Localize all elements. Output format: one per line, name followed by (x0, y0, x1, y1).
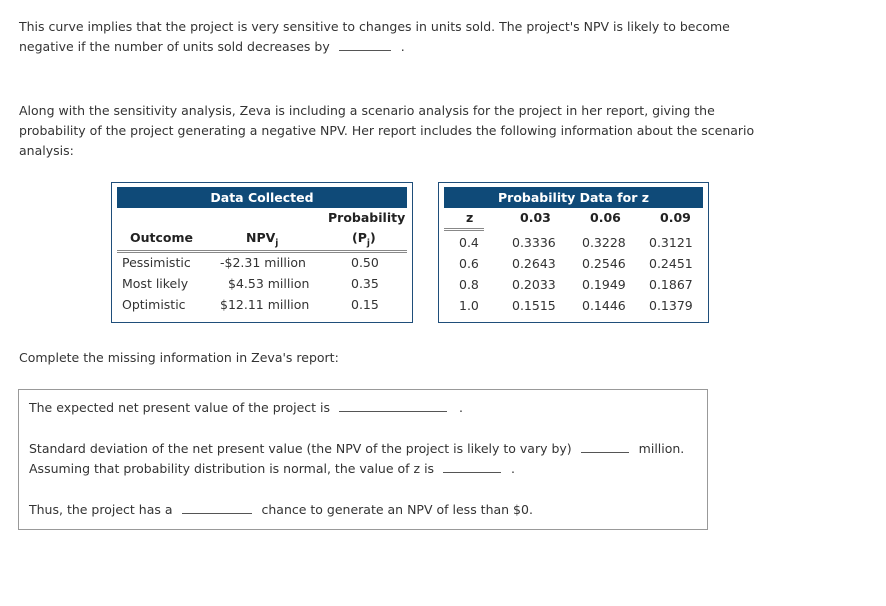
z-col-header-006: 0.06 (590, 210, 621, 225)
z-probability-cell: 0.2451 (649, 256, 693, 271)
chance-line (29, 500, 533, 520)
report-box (18, 389, 708, 530)
outcome-cell: Optimistic (122, 297, 186, 312)
z-row-value: 0.4 (459, 235, 479, 250)
z-value-line (29, 459, 515, 479)
z-row-value: 1.0 (459, 298, 479, 313)
units-decrease-input[interactable] (339, 38, 391, 51)
npv-cell: -$2.31 million (220, 255, 306, 270)
intro-line-2-text: negative if the number of units sold decreases by (19, 39, 330, 54)
scenario-paragraph (19, 101, 754, 161)
std-dev-label: Standard deviation of the net present value (the NPV of the project is likely to vary by) (29, 441, 572, 456)
z-probability-cell: 0.3121 (649, 235, 693, 250)
z-col-header-003: 0.03 (520, 210, 551, 225)
z-probability-cell: 0.1446 (582, 298, 626, 313)
outcome-cell: Most likely (122, 276, 189, 291)
z-probability-cell: 0.2546 (582, 256, 626, 271)
z-probability-cell: 0.3228 (582, 235, 626, 250)
npv-header-text: NPV (246, 230, 276, 245)
probability-cell: 0.15 (351, 297, 379, 312)
data-collected-title: Data Collected (117, 187, 407, 208)
z-col-header-009: 0.09 (660, 210, 691, 225)
intro-paragraph (19, 17, 730, 57)
scenario-line-3: analysis: (19, 143, 74, 158)
z-probability-cell: 0.1379 (649, 298, 693, 313)
probability-cell: 0.35 (351, 276, 379, 291)
z-value-period: . (511, 461, 516, 476)
intro-line-2 (19, 37, 730, 57)
npv-header: $NPV_j$ (246, 230, 279, 249)
std-dev-input[interactable] (581, 440, 629, 453)
expected-npv-period: . (459, 400, 463, 415)
z-probability-cell: 0.3336 (512, 235, 556, 250)
intro-line-1: This curve implies that the project is very sensitive to changes in units sold. The project's NPV is likely to become (19, 19, 730, 34)
z-table-title: Probability Data for z (444, 187, 703, 208)
chance-suffix: chance to generate an NPV of less than $0. (261, 502, 533, 517)
z-row-value: 0.8 (459, 277, 479, 292)
z-probability-cell: 0.1867 (649, 277, 693, 292)
z-probability-cell: 0.2033 (512, 277, 556, 292)
z-probability-cell: 0.1515 (512, 298, 556, 313)
expected-npv-line (29, 398, 463, 418)
z-table-rule (444, 228, 484, 231)
z-row-value: 0.6 (459, 256, 479, 271)
npv-cell: $12.11 million (220, 297, 310, 312)
z-value-input[interactable] (443, 460, 501, 473)
intro-line-2-period: . (400, 39, 405, 54)
std-dev-unit: million. (638, 441, 685, 456)
expected-npv-label: The expected net present value of the project is (29, 400, 331, 415)
scenario-line-2: probability of the project generating a negative NPV. Her report includes the following information about the scenario (19, 123, 755, 138)
expected-npv-input[interactable] (339, 399, 447, 412)
outcome-header: Outcome (130, 230, 194, 245)
z-value-label: Assuming that probability distribution is normal, the value of z is (29, 461, 435, 476)
outcome-cell: Pessimistic (122, 255, 191, 270)
scenario-line-1: Along with the sensitivity analysis, Zeva is including a scenario analysis for the project in her report, giving the (19, 103, 715, 118)
z-probability-cell: 0.2643 (512, 256, 556, 271)
z-probability-cell: 0.1949 (582, 277, 626, 292)
probability-cell: 0.50 (351, 255, 379, 270)
chance-prefix: Thus, the project has a (29, 502, 173, 517)
z-col-header: z (466, 210, 474, 225)
std-dev-line (29, 439, 684, 459)
prob-header-line-1: Probability (328, 210, 406, 225)
chance-input[interactable] (182, 501, 252, 514)
prob-header-line-2: $(P_j)$ (352, 230, 376, 249)
npv-cell: $4.53 million (228, 276, 310, 291)
complete-prompt: Complete the missing information in Zeva's report: (19, 350, 339, 365)
